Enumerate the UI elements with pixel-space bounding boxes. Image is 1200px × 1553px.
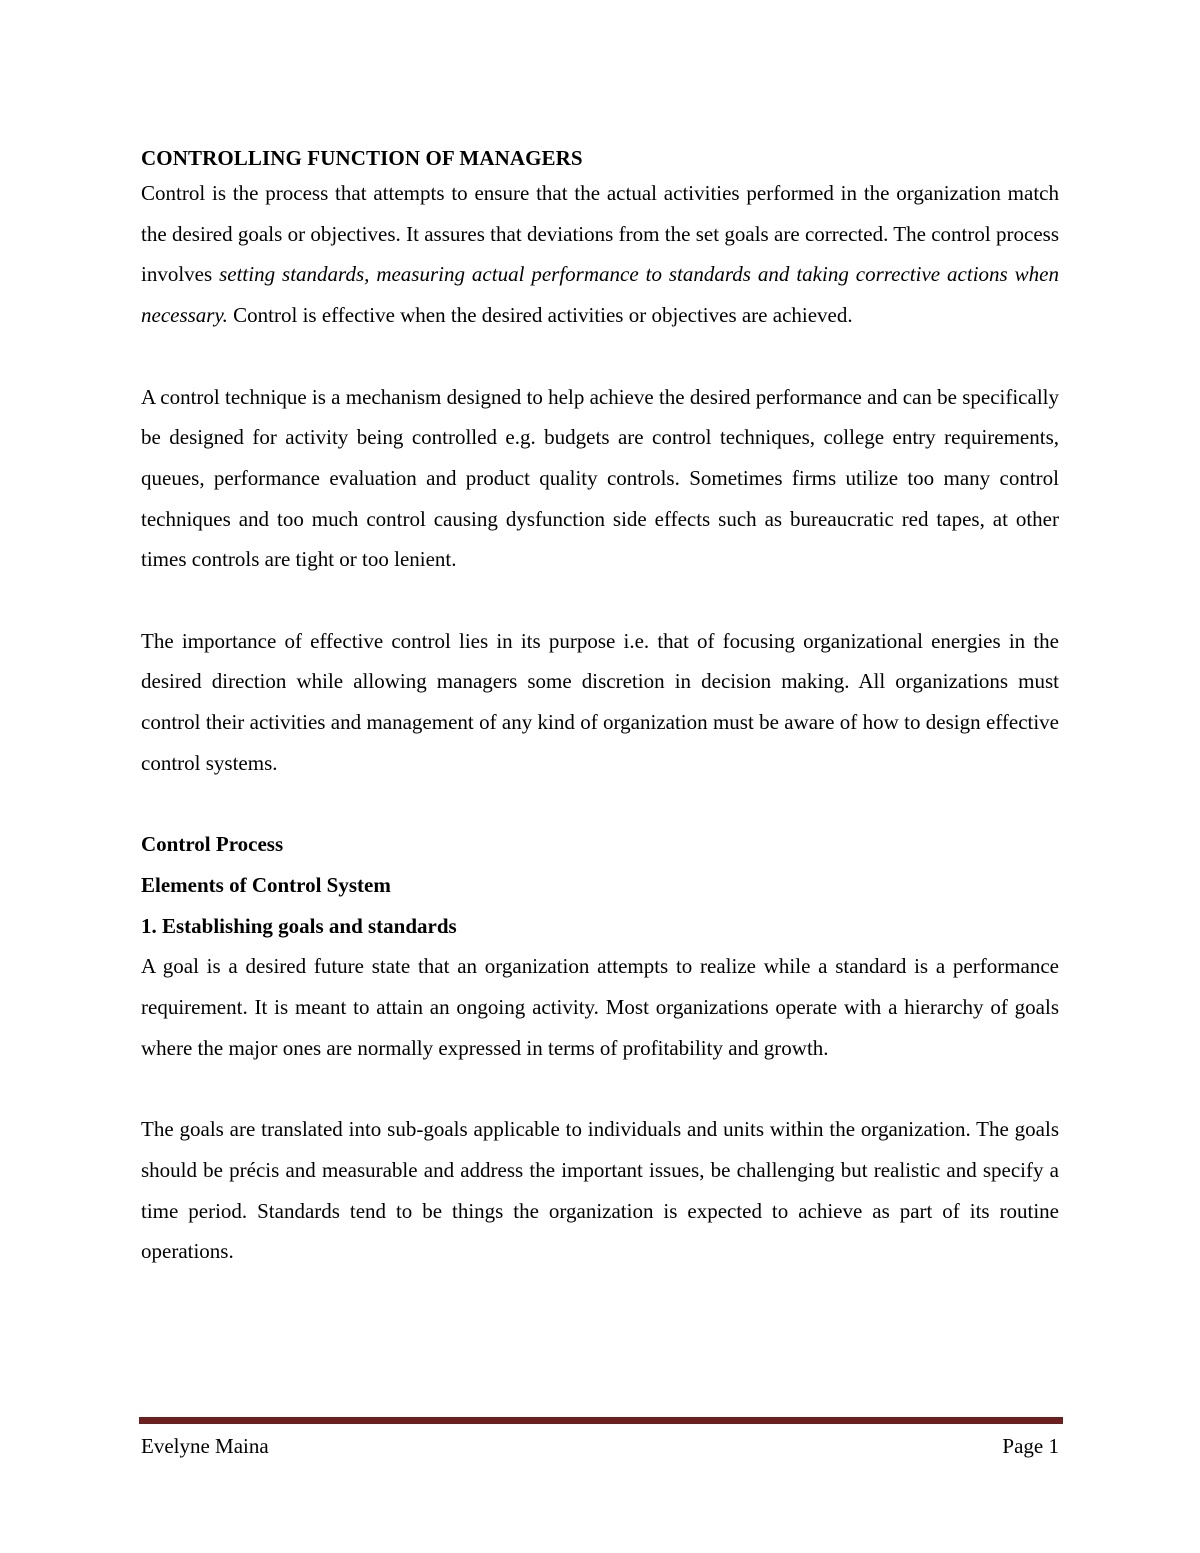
heading-control-process: Control Process: [141, 832, 284, 857]
paragraph-importance: The importance of effective control lies in its purpose i.e. that of focusing organizational energies in the desired direction while allowing managers some discretion in decision making. All organizations must control their activities and management of any kind of organization must be aware of how to design effective control systems.: [141, 628, 1059, 775]
italic-emphasis: setting standards, measuring actual performance to standards and taking corrective actions when necessary.: [141, 262, 1059, 328]
document-title: CONTROLLING FUNCTION OF MANAGERS: [141, 146, 583, 170]
footer-page-number: Page 1: [1002, 1434, 1059, 1458]
paragraph-text: Control is effective when the desired activities or objectives are achieved.: [227, 303, 853, 328]
paragraph-control-technique: A control technique is a mechanism designed to help achieve the desired performance and can be specifically be designed for activity being controlled e.g. budgets are control techniques, college entry requirements, queues, performance evaluation and product quality controls. Sometimes firms utilize too many control techniques and too much control causing dysfunction side effects such as bureaucratic red tapes, at other times controls are tight or too lenient.: [141, 384, 1059, 572]
paragraph-text: Control is the process that attempts to ensure that the actual activities performed in the organization match the desired goals or objectives. It assures that deviations from the set goals are corrected. The control process involves: [141, 181, 1059, 287]
paragraph-goal-definition: A goal is a desired future state that an organization attempts to realize while a standard is a performance requirement. It is meant to attain an ongoing activity. Most organizations operate with a hierarchy of goals where the major ones are normally expressed in terms of profitability and growth.: [141, 954, 1059, 1060]
footer-author: Evelyne Maina: [141, 1434, 269, 1458]
paragraph-spacer: [141, 336, 1059, 377]
heading-step-1: 1. Establishing goals and standards: [141, 913, 457, 938]
paragraph-spacer: [141, 784, 1059, 825]
footer-rule: [139, 1417, 1063, 1424]
paragraph-control-definition: [141, 173, 1059, 336]
page-body: [141, 143, 1059, 1272]
paragraph-spacer: [141, 580, 1059, 621]
paragraph-sub-goals: The goals are translated into sub-goals applicable to individuals and units within the organization. The goals should be précis and measurable and address the important issues, be challenging but realistic and specify a time period. Standards tend to be things the organization is expected to achieve as part of its routine operations.: [141, 1117, 1059, 1264]
paragraph-spacer: [141, 1068, 1059, 1109]
heading-elements: Elements of Control System: [141, 872, 391, 897]
